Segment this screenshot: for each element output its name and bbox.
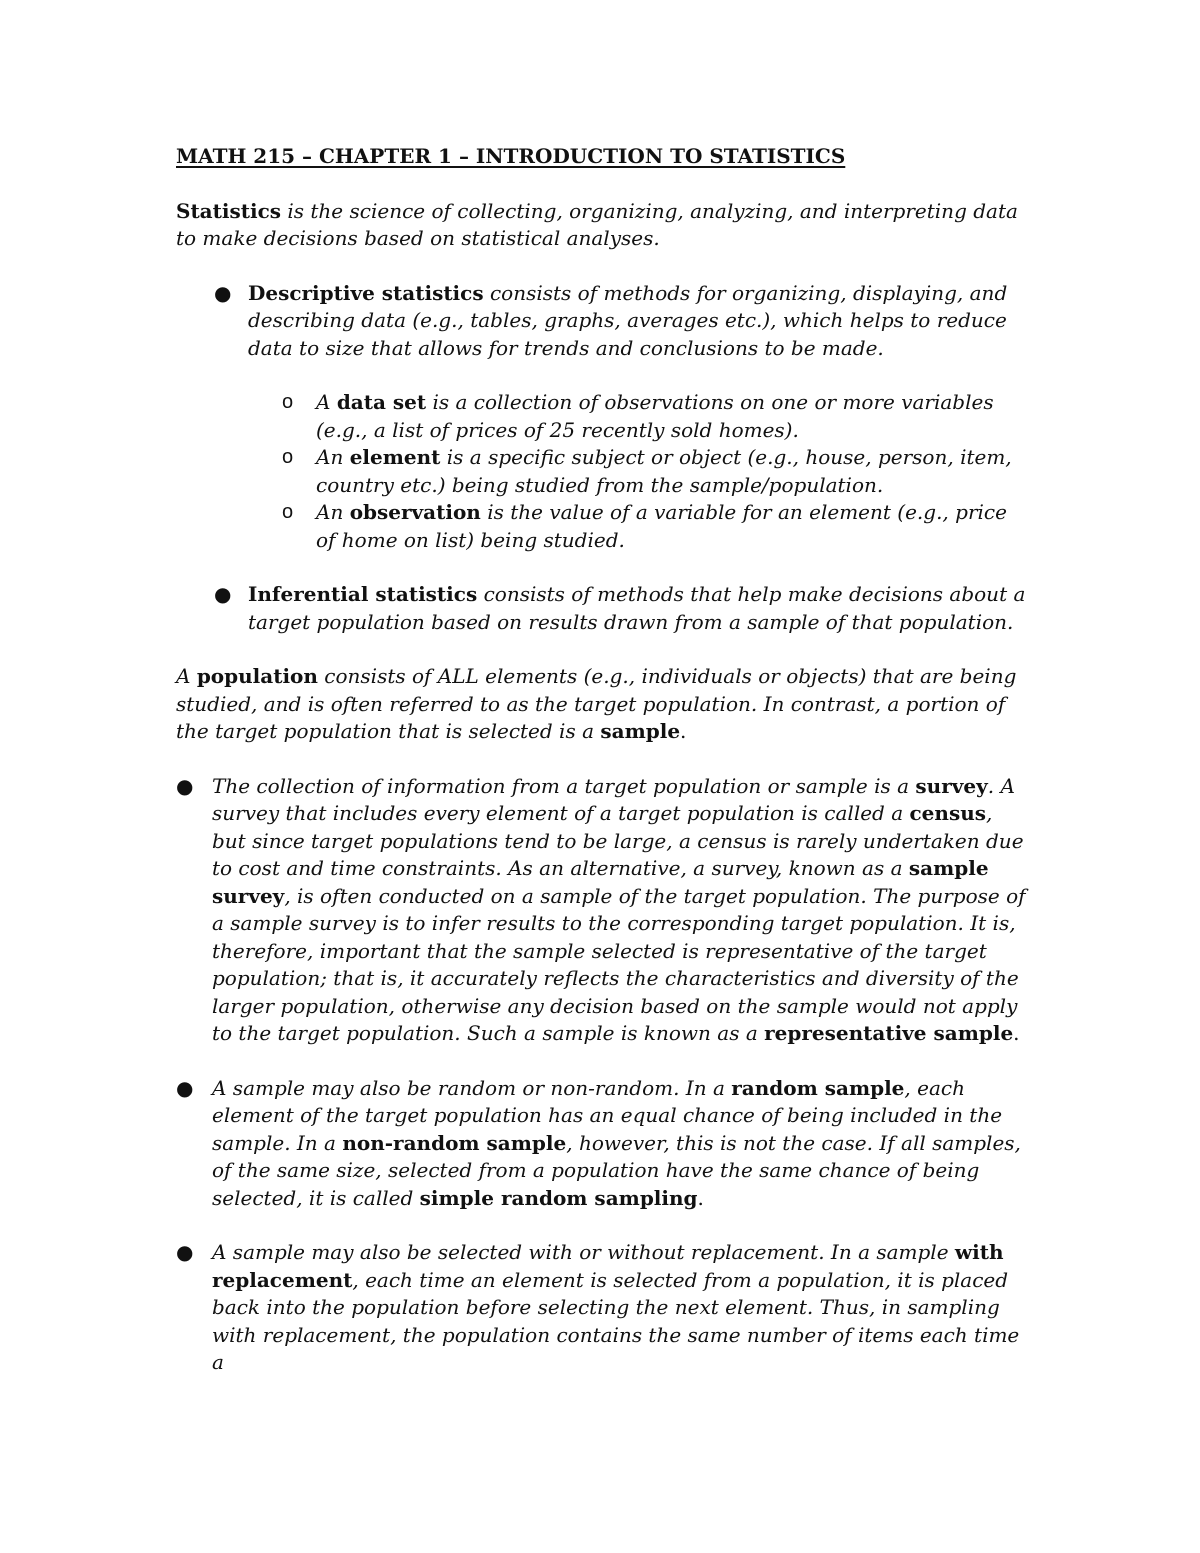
survey-text-1: The collection of information from a target population or sample is a <box>212 773 916 798</box>
survey-text-3: , but since target populations tend to be large, a census is rarely undertaken due to cost and time constraints. As an alternative, a survey, known as a <box>212 801 1024 880</box>
sub-item-post: is the value of a variable for an element (e.g., price of home on list) being studied. <box>316 500 1007 552</box>
page-title: MATH 215 – CHAPTER 1 – INTRODUCTION TO STATISTICS <box>176 144 846 168</box>
document-body <box>176 143 1026 1377</box>
random-text-4: . <box>697 1185 704 1210</box>
sub-item-element <box>176 444 1026 499</box>
non-random-sample-term: non-random sample <box>342 1130 567 1155</box>
population-post: . <box>680 719 687 743</box>
random-text-3: , however, this is not the case. If all samples, of the same size, selected from a population have the same chance of being selected, it is called <box>212 1130 1021 1210</box>
sub-bullet-icon: o <box>282 391 294 413</box>
population-paragraph <box>176 663 1026 746</box>
census-term: census <box>909 801 987 825</box>
simple-random-sampling-term: simple random sampling <box>419 1185 698 1210</box>
bullet-inferential-statistics <box>176 581 1026 636</box>
bullet-random-sample <box>176 1075 1026 1213</box>
sub-item-observation <box>176 499 1026 554</box>
bullet-icon: ● <box>176 1240 194 1264</box>
descriptive-term: Descriptive statistics <box>248 280 484 305</box>
bullet-icon: ● <box>176 773 194 798</box>
bullet-icon: ● <box>214 280 232 305</box>
survey-text-4: , is often conducted on a sample of the target population. The purpose of a sample survey is to infer results to the corresponding target population. It is, therefore, important that the sample selected is representative of the target population; that is, it accurately reflects the characteristics and diversity of the larger population, otherwise any decision based on the sample would not apply to the target population. Such a sample is known as a <box>212 883 1026 1045</box>
replacement-text-1: A sample may also be selected with or without replacement. In a sample <box>212 1240 955 1264</box>
population-term: population <box>196 664 318 688</box>
sub-item-pre: An <box>316 445 350 469</box>
random-sample-term: random sample <box>731 1075 905 1100</box>
sample-survey-term: sample survey <box>212 856 989 908</box>
sample-term: sample <box>600 719 681 743</box>
random-text-1: A sample may also be random or non-random. In a <box>212 1075 732 1100</box>
population-mid: consists of ALL elements (e.g., individuals or objects) that are being studied, and is often referred to as the target population. In contrast, a portion of the target population that is selected is a <box>176 664 1017 743</box>
sub-item-term: observation <box>349 500 481 524</box>
bullet-replacement <box>176 1239 1026 1377</box>
intro-text: is the science of collecting, organizing, analyzing, and interpreting data to make decisions based on statistical analyses. <box>176 198 1018 250</box>
bullet-icon: ● <box>214 582 232 606</box>
sub-item-data-set <box>176 389 1026 444</box>
random-text-2: , each element of the target population has an equal chance of being included in the sample. In a <box>212 1075 1003 1155</box>
bullet-descriptive-statistics <box>176 280 1026 363</box>
sub-bullet-icon: o <box>282 501 294 523</box>
replacement-text-2: , each time an element is selected from a population, it is placed back into the population before selecting the next element. Thus, in sampling with replacement, the population contains the same number of items each time a <box>212 1267 1020 1374</box>
sub-item-pre: A <box>316 390 337 414</box>
sub-item-pre: An <box>316 500 350 524</box>
representative-sample-term: representative sample <box>764 1021 1014 1045</box>
bullet-survey <box>176 773 1026 1048</box>
sub-item-term: data set <box>336 390 427 414</box>
survey-term: survey <box>915 773 988 798</box>
survey-text-2: . A survey that includes every element of a target population is called a <box>212 773 1015 825</box>
intro-term: Statistics <box>176 198 282 223</box>
survey-text-5: . <box>1013 1021 1020 1045</box>
population-pre: A <box>176 664 197 688</box>
bullet-icon: ● <box>176 1075 194 1100</box>
with-replacement-term: with replacement <box>212 1240 1004 1292</box>
inferential-term: Inferential statistics <box>248 582 478 606</box>
sub-item-post: is a specific subject or object (e.g., house, person, item, country etc.) being studied from the sample/population. <box>316 445 1012 497</box>
intro-paragraph <box>176 198 1026 253</box>
inferential-text: consists of methods that help make decisions about a target population based on results drawn from a sample of that population. <box>248 582 1026 634</box>
sub-item-post: is a collection of observations on one or more variables (e.g., a list of prices of 25 recently sold homes). <box>316 390 994 442</box>
descriptive-text: consists of methods for organizing, displaying, and describing data (e.g., tables, graphs, averages etc.), which helps to reduce data to size that allows for trends and conclusions to be made. <box>248 280 1008 360</box>
sub-bullet-icon: o <box>282 446 294 468</box>
sub-item-term: element <box>349 445 441 469</box>
